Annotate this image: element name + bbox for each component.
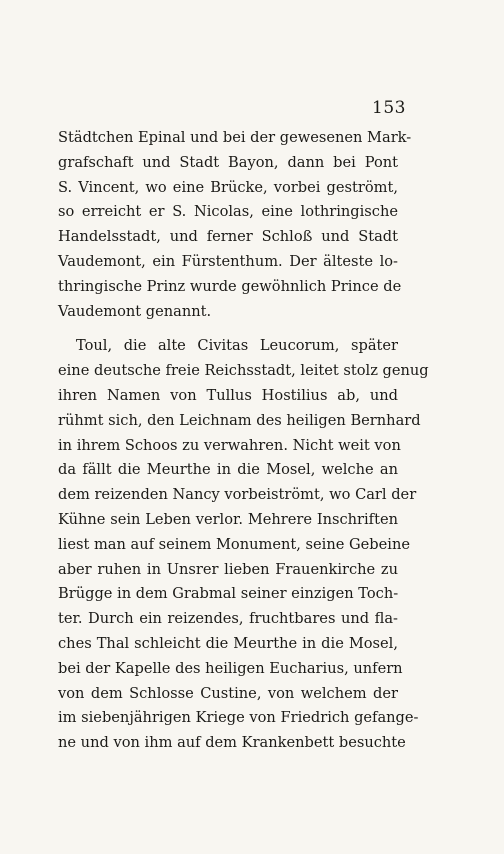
text-line: Toul, die alte Civitas Leucorum, später	[76, 337, 398, 355]
text-line: bei der Kapelle des heiligen Eucharius, unfern	[58, 659, 403, 677]
text-line: Städtchen Epinal und bei der gewesenen Mark-	[58, 129, 412, 146]
text-line: ter. Durch ein reizendes, fruchtbares und fla-	[58, 610, 398, 628]
text-line: thringische Prinz wurde gewöhnlich Prince de	[58, 277, 402, 295]
text-line: ihren Namen von Tullus Hostilius ab, und	[58, 386, 398, 404]
text-line: so erreicht er S. Nicolas, eine lothringische	[58, 203, 398, 221]
text-line: Kühne sein Leben verlor. Mehrere Inschriften	[58, 510, 398, 528]
text-line: dem reizenden Nancy vorbeiströmt, wo Carl der	[58, 486, 417, 504]
text-line: von dem Schlosse Custine, von welchem der	[58, 684, 398, 702]
text-line: Handelsstadt, und ferner Schloß und Stadt	[58, 228, 398, 246]
text-line: aber ruhen in Unsrer lieben Frauenkirche zu	[58, 560, 398, 578]
text-line: in ihrem Schoos zu verwahren. Nicht weit von	[58, 436, 401, 454]
text-line: im siebenjährigen Kriege von Friedrich gefange-	[58, 709, 419, 727]
text-line: ches Thal schleicht die Meurthe in die Mosel,	[58, 634, 398, 652]
paragraph	[58, 126, 412, 324]
text-line: da fällt die Meurthe in die Mosel, welche an	[58, 461, 398, 479]
paragraph-gap	[58, 324, 398, 334]
text-line: S. Vincent, wo eine Brücke, vorbei geströmt,	[58, 178, 398, 196]
body-text	[58, 126, 429, 756]
text-line: Vaudemont, ein Fürstenthum. Der älteste lo-	[58, 252, 398, 270]
paragraph	[58, 334, 429, 756]
text-line: Vaudemont genannt.	[58, 302, 212, 320]
text-line: Brügge in dem Grabmal seiner einzigen Toch-	[58, 585, 399, 603]
text-line: ne und von ihm auf dem Krankenbett besuchte	[58, 734, 406, 752]
text-line: liest man auf seinem Monument, seine Gebeine	[58, 535, 410, 553]
text-line: eine deutsche freie Reichsstadt, leitet stolz genug	[58, 362, 429, 380]
text-line: grafschaft und Stadt Bayon, dann bei Pont	[58, 153, 398, 171]
text-line: rühmt sich, den Leichnam des heiligen Bernhard	[58, 411, 421, 429]
page-number: 153	[372, 98, 406, 118]
